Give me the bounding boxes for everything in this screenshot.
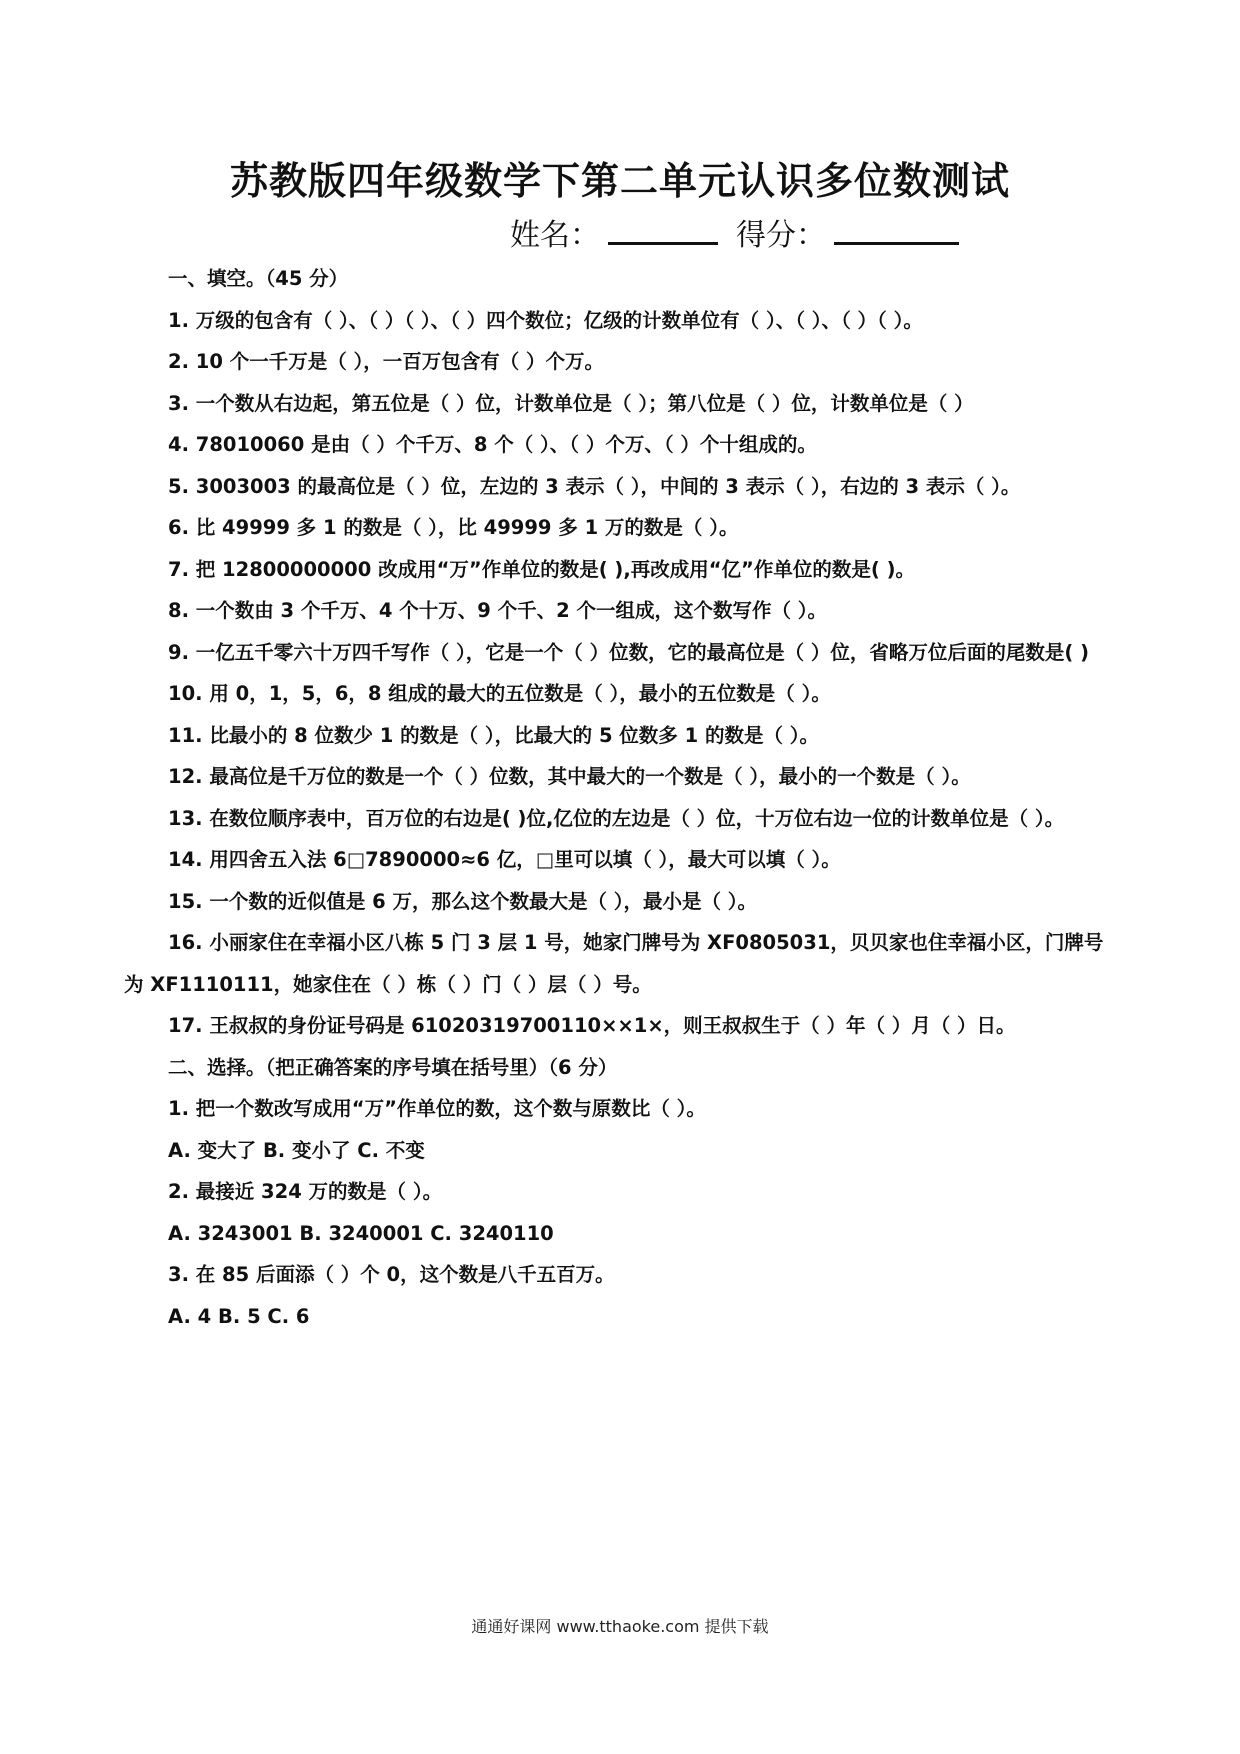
question-line: 1. 把一个数改写成用“万”作单位的数，这个数与原数比（ ）。: [168, 1097, 706, 1120]
question-line: A. 3243001 B. 3240001 C. 3240110: [168, 1221, 554, 1245]
question-line: 16. 小丽家住在幸福小区八栋 5 门 3 层 1 号，她家门牌号为 XF0805031，贝贝家也住幸福小区，门牌号为 XF1110111，她家住在（ ）栋（ ）门（ ）层（ ）号。: [124, 931, 1104, 996]
question-line: 12. 最高位是千万位的数是一个（ ）位数，其中最大的一个数是（ ），最小的一个数是（ ）。: [168, 765, 971, 788]
name-blank[interactable]: [608, 212, 718, 245]
footer-credit: 通通好课网 www.tthaoke.com 提供下载: [471, 1617, 769, 1636]
question-line: 9. 一亿五千零六十万四千写作（ ），它是一个（ ）位数，它的最高位是（ ）位，省略万位后面的尾数是( ): [168, 640, 1089, 664]
question-line: 11. 比最小的 8 位数少 1 的数是（ ），比最大的 5 位数多 1 的数是（ ）。: [168, 723, 819, 747]
question-line: 3. 一个数从右边起，第五位是（ ）位，计数单位是（ ）；第八位是（ ）位，计数单位是（ ）: [168, 391, 974, 415]
question-line: 8. 一个数由 3 个千万、4 个十万、9 个千、2 个一组成，这个数写作（ ）。: [168, 599, 828, 622]
section-heading: 一、填空。（45 分）: [168, 267, 349, 290]
question-list: [124, 258, 1106, 1337]
question-line: 17. 王叔叔的身份证号码是 61020319700110××1×，则王叔叔生于（ ）年（ ）月（ ）日。: [168, 1014, 1016, 1037]
question-line: 2. 10 个一千万是（ ），一百万包含有（ ）个万。: [168, 350, 605, 373]
score-label: 得分：: [736, 218, 826, 253]
question-line: 7. 把 12800000000 改成用“万”作单位的数是( ),再改成用“亿”作单位的数是( )。: [168, 557, 915, 581]
question-line: 4. 78010060 是由（ ）个千万、8 个（ ）、（ ）个万、（ ）个十组成的。: [168, 433, 817, 456]
question-line: 5. 3003003 的最高位是（ ）位，左边的 3 表示（ ），中间的 3 表示（ ），右边的 3 表示（ ）。: [168, 474, 1021, 498]
question-line: 6. 比 49999 多 1 的数是（ ），比 49999 多 1 万的数是（ ）。: [168, 516, 739, 539]
question-line: 13. 在数位顺序表中，百万位的右边是( )位,亿位的左边是（ ）位，十万位右边一位的计数单位是（ ）。: [168, 806, 1065, 830]
section-heading: 二、选择。（把正确答案的序号填在括号里）（6 分）: [168, 1055, 618, 1079]
question-line: 15. 一个数的近似值是 6 万，那么这个数最大是（ ），最小是（ ）。: [168, 889, 758, 913]
name-label: 姓名：: [510, 218, 600, 253]
question-line: 1. 万级的包含有（ ）、（ ）（ ）、（ ）四个数位；亿级的计数单位有（ ）、（ ）、（ ）（ ）。: [168, 308, 923, 332]
question-line: A. 变大了 B. 变小了 C. 不变: [168, 1138, 425, 1162]
question-line: 2. 最接近 324 万的数是（ ）。: [168, 1180, 443, 1203]
question-line: 10. 用 0，1，5，6，8 组成的最大的五位数是（ ），最小的五位数是（ ）。: [168, 682, 831, 705]
score-blank[interactable]: [834, 212, 959, 245]
question-line: A. 4 B. 5 C. 6: [168, 1304, 310, 1328]
question-line: 3. 在 85 后面添（ ）个 0，这个数是八千五百万。: [168, 1263, 615, 1286]
question-line: 14. 用四舍五入法 6□7890000≈6 亿，□里可以填（ ），最大可以填（ ）。: [168, 848, 841, 871]
name-score-row: [510, 210, 959, 254]
page-title: 苏教版四年级数学下第二单元认识多位数测试: [229, 158, 1010, 203]
